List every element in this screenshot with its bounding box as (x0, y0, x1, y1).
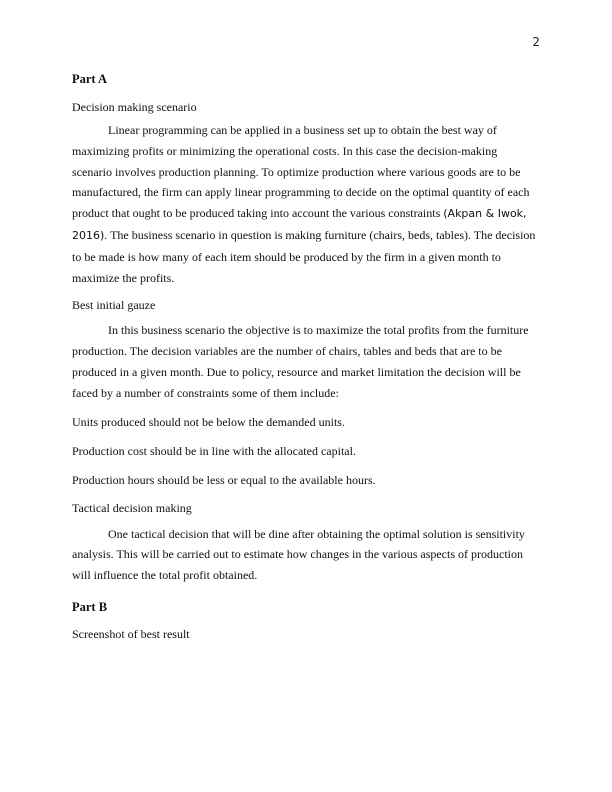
tactical-decision-label: Tactical decision making (72, 500, 192, 515)
part-b-heading: Part B (72, 599, 108, 614)
page-number: 2 (532, 35, 540, 49)
objective-paragraph: In this business scenario the objective is to maximize the total profits from the furniture production. The decision variables are the number of chairs, tables and beds that are to be produced in a given month. Due to policy, resource and market limitation the decision will be faced by a number of constraints some of them include: (72, 323, 529, 400)
screenshot-label: Screenshot of best result (72, 626, 190, 641)
citation: (Akpan & Iwok, 2016) (72, 207, 527, 242)
constraint-item: Production hours should be less or equal to the available hours. (72, 472, 376, 487)
constraint-item: Units produced should not be below the demanded units. (72, 414, 345, 429)
best-guess-label: Best initial gauze (72, 298, 156, 313)
tactical-paragraph: One tactical decision that will be dine after obtaining the optimal solution is sensitivity analysis. This will be carried out to estimate how changes in the various aspects of production will influence the total profit obtained. (72, 526, 525, 583)
document-body (72, 71, 540, 642)
constraint-item: Production cost should be in line with the allocated capital. (72, 443, 356, 458)
scenario-text-start: Linear programming can be applied in a business set up to obtain the best way of maximizing profits or minimizing the operational costs. In this case the decision-making scenario involves production planning. To optimize production where various goods are to be manufactured, the firm can apply linear programming to decide on the optimal quantity of each product that ought to be produced taking into account the various constraints (72, 123, 530, 221)
decision-scenario-label: Decision making scenario (72, 100, 197, 114)
part-a-heading: Part A (72, 72, 108, 86)
scenario-paragraph (72, 120, 540, 288)
scenario-text-end: . The business scenario in question is making furniture (chairs, beds, tables). The decision to be made is how many of each item should be produced by the firm in a given month to maximize the profits. (72, 227, 536, 285)
